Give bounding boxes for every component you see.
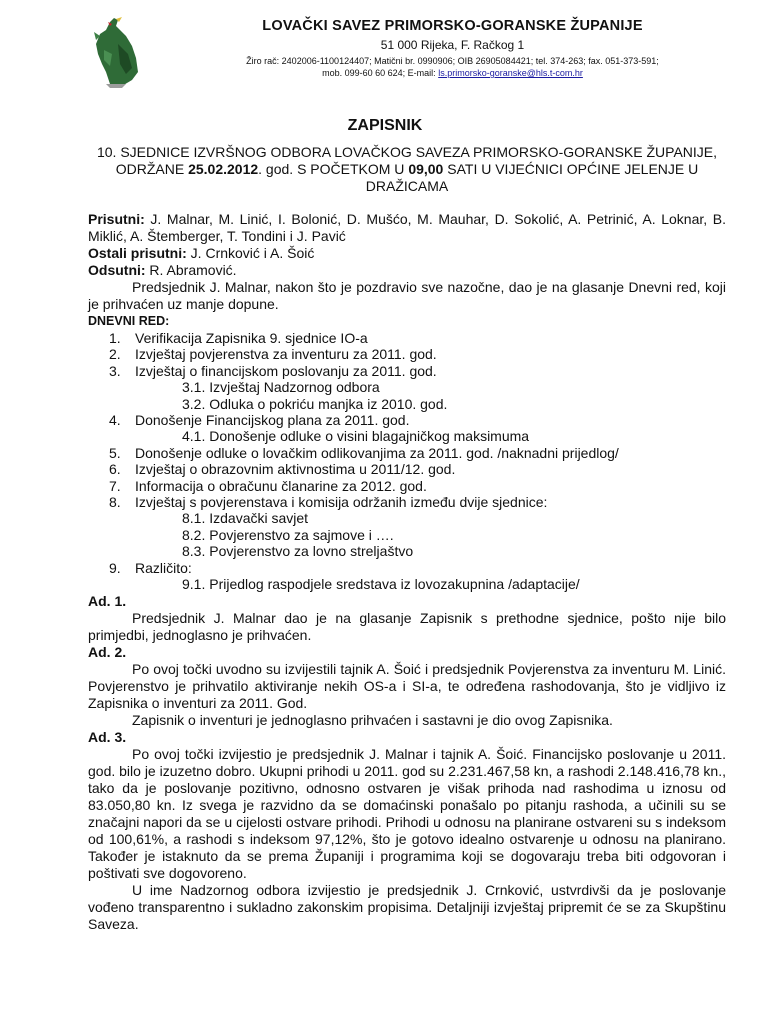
section-paragraph: Predsjednik J. Malnar dao je na glasanje Zapisnik s prethodne sjednice, pošto nije bilo primjedbi, jednoglasno je prihvaćen. [88,609,726,643]
agenda-item [88,494,726,510]
organization-name: LOVAČKI SAVEZ PRIMORSKO-GORANSKE ŽUPANIJE [262,18,643,34]
agenda-item [88,412,726,428]
agenda-item-text: 8.3. Povjerenstvo za lovno streljaštvo [182,543,414,560]
agenda-item-text: Donošenje odluke o lovačkim odlikovanjima za 2011. god. /naknadni prijedlog/ [135,444,619,461]
organization-address: 51 000 Rijeka, F. Račkog 1 [380,38,525,52]
agenda-item-text: Različito: [135,559,192,576]
present-list [88,211,726,245]
meeting-date: 25.02.2012 [188,161,259,177]
section-paragraph: Po ovoj točki uvodno su izvijestili tajnik A. Šoić i predsjednik Povjerenstva za inventuru M. Linić. Povjerenstvo je prihvatilo aktiviranje nekih OS-a i SI-a, te određena rashodovanja, što je vidljivo iz Zapisnika o inventuri za 2011. God. [88,660,726,711]
agenda-item-text: Izvještaj povjerenstva za inventuru za 2011. god. [135,346,437,363]
agenda-item-text: Izvještaj s povjerenstava i komisija održanih između dvije sjednice: [135,494,548,511]
agenda-item [88,346,726,362]
meeting-subtitle [92,144,722,195]
agenda-subitem [88,543,726,559]
meeting-time: 09,00 [408,161,444,177]
section-heading: Ad. 1. [88,592,127,609]
section-paragraph: U ime Nadzornog odbora izvijestio je predsjednik J. Crnković, ustvrdivši da je poslovanje vođeno transparentno i sukladno zakonskim propisima. Detaljniji izvještaj pripremit će se za Skupštinu Saveza. [88,881,726,932]
agenda-item-text: 3.1. Izvještaj Nadzornog odbora [182,379,380,396]
agenda-item-number: 5. [109,444,121,461]
section-paragraph: Po ovoj točki izvijestio je predsjednik J. Malnar i tajnik A. Šoić. Financijsko poslovanje u 2011. god. bilo je izuzetno dobro. Ukupni prihodi u 2011. god su 2.231.467,58 kn, a rashodi 2.148.416,78 kn., tako da je poslovanje pozitivno, odnosno ostvaren je višak prihoda nad rashodima u iznosu od 83.050,80 kn. Iz svega je razvidno da se domaćinski ponašalo po pitanju rashoda, a učinili su se značajni napori da se u cijelosti ostvare prihodi. Prihodi u odnosu na planirane ostvareni su s indeksom od 100,61%, a rashodi s indeksom 97,12%, što je gotovo idealno ostvarenje u odnosu na planirano. Također je istaknuto da se prema Županiji i programima koji se dogovaraju treba biti odgovoran i poštivati sve dogovoreno. [88,745,726,881]
agenda-item [88,330,726,346]
agenda-item [88,478,726,494]
subtitle-part1: 10. SJEDNICE IZVRŠNOG ODBORA LOVAČKOG SAVEZA PRIMORSKO-GORANSKE ŽUPANIJE, ODRŽANE [96,144,718,177]
others-present [88,245,726,262]
subtitle-part2: . god. S POČETKOM U [258,161,409,177]
agenda-item-text: Informacija o obračunu članarine za 2012. god. [135,477,427,494]
agenda-item-number: 1. [109,330,121,346]
absent-list [88,262,726,279]
agenda-item-text: Donošenje Financijskog plana za 2011. god. [135,412,410,429]
intro-paragraph: Predsjednik J. Malnar, nakon što je pozdravio sve nazočne, dao je na glasanje Dnevni red, koji je prihvaćen uz manje dopune. [88,279,726,312]
document-body [88,211,726,933]
agenda-item-text: 8.1. Izdavački savjet [182,510,309,527]
agenda-item-text: 8.2. Povjerenstvo za sajmove i …. [182,526,394,543]
agenda-item [88,560,726,576]
agenda-item-number: 3. [109,362,121,379]
agenda-heading: DNEVNI RED: [88,314,170,328]
agenda-item-number: 6. [109,461,121,478]
present-label: Prisutni: [88,211,145,227]
mobile-label: mob. 099-60 60 624; E-mail: [322,68,436,78]
agenda-item [88,445,726,461]
agenda-subitem [88,428,726,444]
others-label: Ostali prisutni: [88,245,187,261]
agenda-item-text: 9.1. Prijedlog raspodjele sredstava iz lovozakupnina /adaptacije/ [182,576,580,593]
agenda-item [88,363,726,379]
agenda-item-number: 7. [109,477,121,494]
contact-info [150,55,755,79]
email-link[interactable]: ls.primorsko-goranske@hls.t-com.hr [438,68,583,78]
document-title: ZAPISNIK [347,117,423,134]
absent-label: Odsutni: [88,262,146,278]
agenda-subitem [88,379,726,395]
agenda-list [88,330,726,593]
agenda-item-number: 9. [109,559,121,576]
agenda-item-text: Izvještaj o obrazovnim aktivnostima u 2011/12. god. [135,461,456,478]
absent-names: R. Abramović. [145,262,237,278]
present-names: J. Malnar, M. Linić, I. Bolonić, D. Mušćo, M. Mauhar, D. Sokolić, A. Petrinić, A. Loknar, B. Miklić, A. Štemberger, T. Tondini i J. Pavić [88,211,726,244]
agenda-item-number: 2. [109,346,121,363]
agenda-item-number: 4. [109,412,121,429]
agenda-item-text: Izvještaj o financijskom poslovanju za 2011. god. [135,362,437,379]
agenda-subitem [88,510,726,526]
agenda-item-text: 3.2. Odluka o pokriću manjka iz 2010. god. [182,395,448,412]
section-heading: Ad. 2. [88,643,127,660]
capercaillie-logo-icon [92,14,140,88]
agenda-item [88,461,726,477]
section-heading: Ad. 3. [88,728,127,745]
phone-email-line [150,67,755,79]
minutes-sections [88,593,726,933]
agenda-subitem [88,576,726,592]
section-paragraph: Zapisnik o inventuri je jednoglasno prihvaćen i sastavni je dio ovog Zapisnika. [132,711,613,728]
agenda-subitem [88,527,726,543]
others-names: J. Crnković i A. Šoić [186,245,315,261]
bank-info-line: Žiro rač: 2402006-1100124407; Matični br. 0990906; OIB 26905084421; tel. 374-263; fax. 051-373-591; [246,56,659,66]
agenda-item-text: 4.1. Donošenje odluke o visini blagajničkog maksimuma [182,428,530,445]
agenda-item-text: Verifikacija Zapisnika 9. sjednice IO-a [135,330,368,346]
subtitle-part3: SATI U VIJEĆNICI OPĆINE JELENJE U DRAŽICAMA [365,161,699,194]
agenda-item-number: 8. [109,494,121,511]
agenda-subitem [88,396,726,412]
